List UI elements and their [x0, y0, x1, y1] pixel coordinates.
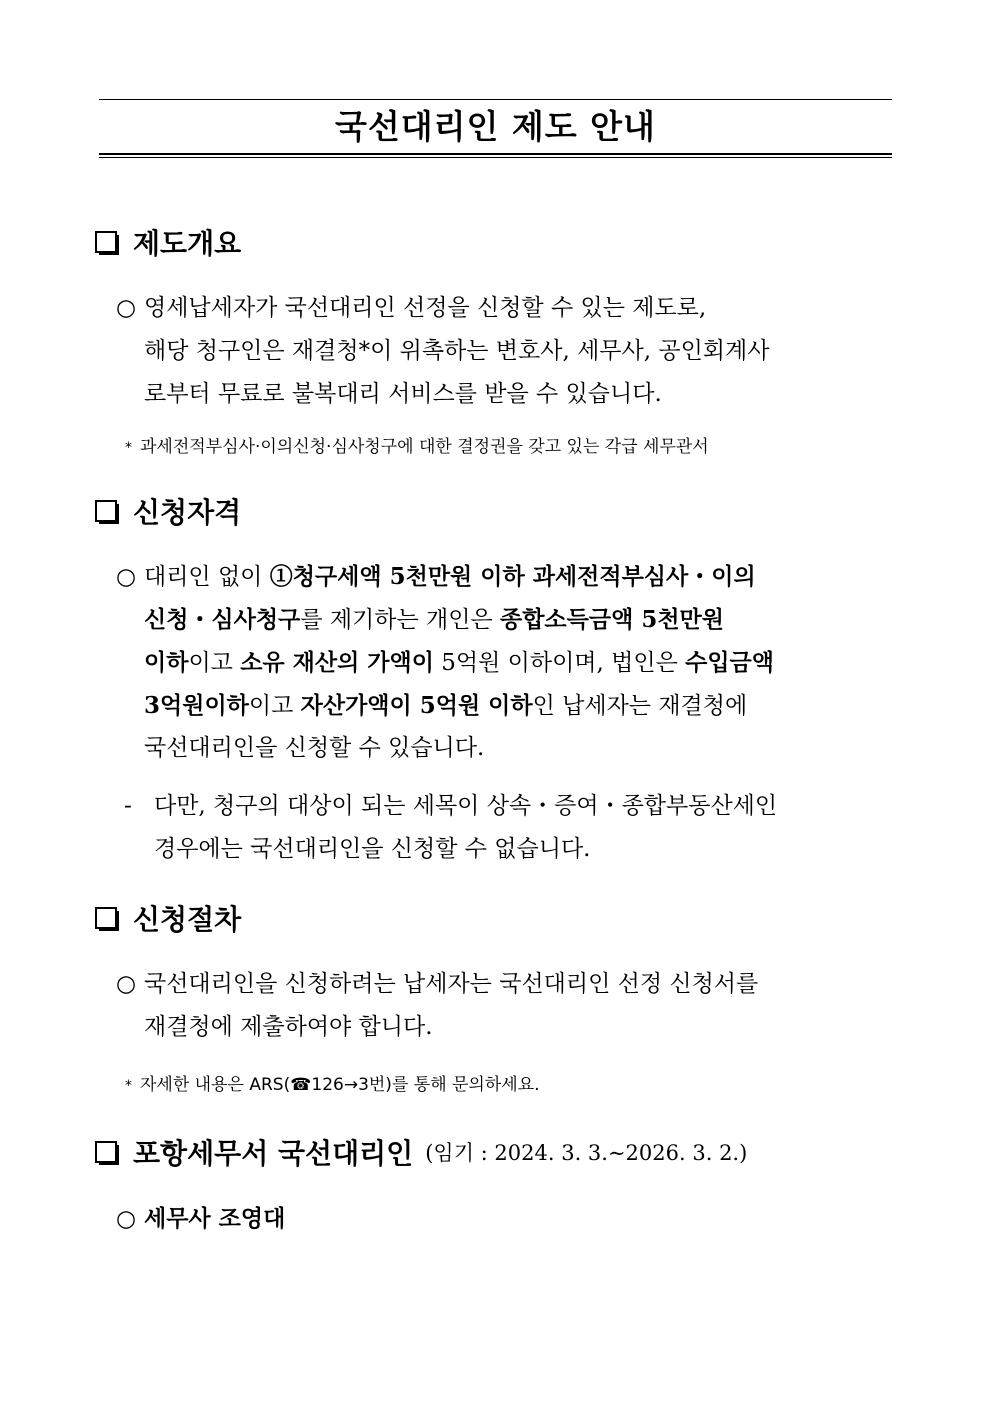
overview-paragraph — [116, 287, 892, 416]
paragraph-line: 신청・심사청구를 제기하는 개인은 종합소득금액 5천만원 — [144, 606, 724, 633]
checkbox-square-icon — [95, 231, 117, 253]
exception-paragraph — [124, 785, 892, 871]
checkbox-square-icon — [95, 1141, 117, 1163]
checkbox-square-icon — [95, 907, 117, 929]
checkbox-square-icon — [95, 500, 117, 522]
section-heading-representative — [95, 1132, 747, 1172]
paragraph-line: 로부터 무료로 불복대리 서비스를 받을 수 있습니다. — [144, 381, 662, 407]
paragraph-line: 3억원이하이고 자산가액이 5억원 이하인 납세자는 재결청에 — [144, 692, 748, 719]
paragraph-line: 경우에는 국선대리인을 신청할 수 없습니다. — [154, 836, 591, 862]
paragraph-line: 해당 청구인은 재결청*이 위촉하는 변호사, 세무사, 공인회계사 — [144, 338, 770, 364]
term-period: (임기 : 2024. 3. 3.∼2026. 3. 2.) — [425, 1141, 748, 1165]
procedure-paragraph — [116, 963, 892, 1049]
footnote: * 과세전적부심사·이의신청·심사청구에 대한 결정권을 갖고 있는 각급 세무관서 — [125, 437, 709, 457]
paragraph-line: ○ 국선대리인을 신청하려는 납세자는 국선대리인 선정 신청서를 — [116, 963, 892, 1006]
section-heading-label: 포항세무서 국선대리인 — [133, 1137, 414, 1170]
paragraph-line: 국선대리인을 신청할 수 있습니다. — [144, 735, 485, 761]
paragraph-line: ○ 대리인 없이 ①청구세액 5천만원 이하 과세전적부심사・이의 — [116, 555, 892, 598]
representative-item: ○ 세무사 조영대 — [116, 1205, 286, 1232]
dash-bullet-icon: - — [124, 793, 132, 819]
section-heading-label: 신청자격 — [133, 496, 242, 529]
title-bottom-rule-thin — [99, 157, 892, 158]
section-heading-label: 제도개요 — [133, 227, 242, 260]
title-block — [99, 99, 892, 158]
paragraph-line: - 다만, 청구의 대상이 되는 세목이 상속・증여・종합부동산세인 — [124, 785, 892, 828]
eligibility-paragraph — [116, 555, 892, 770]
page-title: 국선대리인 제도 안내 — [335, 107, 656, 146]
paragraph-line: 재결청에 제출하여야 합니다. — [144, 1014, 433, 1040]
paragraph-line: ○ 영세납세자가 국선대리인 선정을 신청할 수 있는 제도로, — [116, 287, 892, 330]
circle-bullet-icon: ○ — [116, 1206, 137, 1232]
paragraph-line: 이하이고 소유 재산의 가액이 5억원 이하이며, 법인은 수입금액 — [144, 649, 774, 676]
footnote: * 자세한 내용은 ARS(☎126→3번)를 통해 문의하세요. — [125, 1075, 540, 1095]
section-heading-label: 신청절차 — [133, 903, 242, 936]
circle-bullet-icon: ○ — [116, 971, 137, 997]
asterisk-icon: * — [125, 1078, 132, 1094]
title-bottom-rule — [99, 153, 892, 155]
circle-bullet-icon: ○ — [116, 295, 137, 321]
section-heading-eligibility — [95, 491, 241, 531]
asterisk-icon: * — [125, 440, 132, 456]
section-heading-procedure — [95, 898, 241, 938]
section-heading-overview — [95, 222, 241, 262]
circle-bullet-icon: ○ — [116, 564, 137, 590]
